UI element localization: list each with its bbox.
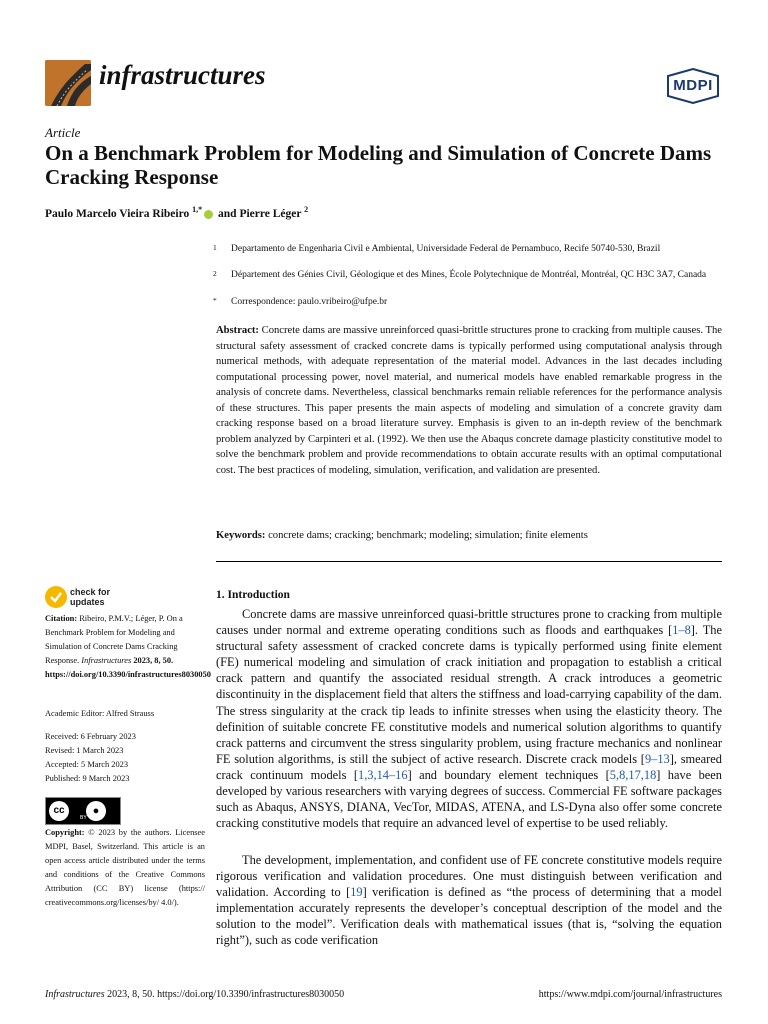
cc-by-license-icon[interactable]	[45, 797, 121, 825]
author-1-affil: 1,*	[192, 205, 203, 214]
citation-journal: Infrastructures	[81, 656, 132, 665]
author-list	[45, 205, 308, 220]
footer-journal: Infrastructures	[45, 989, 105, 1000]
copyright-label: Copyright:	[45, 828, 85, 837]
article-type: Article	[45, 125, 81, 140]
abstract-text: Concrete dams are massive unreinforced quasi-brittle structures prone to cracking from multiple causes. The structural safety assessment of cracked concrete dams is typically performed using computational analysis through numerical methods, with adequate representation of the material model. Advances in the last decades including computational processing power, novel material, and numerical models have enabled remarkable progress in the analysis of concrete dams. Nevertheless, classical benchmarks remain reliable references for the performance analysis of these structures. This paper presents the main aspects of modeling and simulation of a concrete gravity dam cracking response based on a broad literature survey. Emphasis is given to an in-depth review of the benchmark problem analyzed by Carpinteri et al. (1992). We then use the Abaqus concrete damage plasticity constitutive model to solve the benchmark problem and provide recommendations to obtain accurate results with an optimal computational cost. The best practices of modeling, simulation, verification, and validation are presented.	[216, 325, 722, 476]
publisher-name: MDPI	[673, 77, 713, 94]
footer-journal-url[interactable]: https://www.mdpi.com/journal/infrastructures	[538, 989, 722, 1000]
check-for-updates-button[interactable]	[45, 586, 165, 610]
keywords	[216, 528, 722, 544]
check-updates-icon	[45, 586, 67, 608]
by-person-icon: ●	[86, 801, 106, 821]
affiliation-1: 1 Departamento de Engenharia Civil e Ambiental, Universidade Federal de Pernambuco, Recife 50740-530, Brazil	[213, 243, 661, 254]
citation-block	[45, 612, 211, 682]
citation-label: Citation:	[45, 614, 78, 623]
mdpi-logo	[666, 68, 720, 104]
journal-name: infrastructures	[99, 60, 266, 90]
keywords-label: Keywords:	[216, 530, 266, 541]
author-1[interactable]: Paulo Marcelo Vieira Ribeiro	[45, 207, 190, 220]
check-updates-line2: updates	[70, 597, 105, 607]
section-divider	[216, 561, 722, 562]
check-updates-line1: check for	[70, 587, 111, 597]
section-heading-introduction: 1. Introduction	[216, 589, 290, 601]
abstract-label: Abstract:	[216, 325, 259, 336]
revised-date: Revised: 1 March 2023	[45, 746, 124, 755]
author-connector: and	[218, 207, 237, 220]
affiliation-2: 2 Département des Génies Civil, Géologique et des Mines, École Polytechnique de Montréal, Montréal, QC H3C 3A7, Canada	[213, 269, 707, 280]
citation-link[interactable]: 9–13	[644, 751, 670, 766]
author-2-affil: 2	[304, 205, 309, 214]
footer-citation	[45, 989, 344, 1000]
citation-text: Ribeiro, P.M.V.; Léger, P. On a Benchmark Problem for Modeling and Simulation of Concrete Dams Cracking Response.	[45, 614, 183, 665]
author-2[interactable]: Pierre Léger	[239, 207, 302, 220]
dates-block	[45, 730, 205, 786]
keywords-text: concrete dams; cracking; benchmark; modeling; simulation; finite elements	[268, 530, 588, 541]
citation-tail[interactable]: 2023, 8, 50. https://doi.org/10.3390/infrastructures8030050	[45, 656, 211, 679]
intro-paragraph-2: The development, implementation, and confident use of FE concrete constitutive models require rigorous verification and validation procedures. One must distinguish between verification and validation. According to [19] verification is defined as “the process of determining that a model implementation accurately represents the developer’s conceptual description of the model and the solution to the model”. Verification deals with mathematical issues (that is, “solving the equation right”), such as code verification	[216, 853, 722, 948]
citation-link[interactable]: 19	[350, 885, 363, 900]
journal-logo	[45, 60, 91, 106]
citation-link[interactable]: 1–8	[672, 623, 691, 638]
citation-link[interactable]: 5,8,17,18	[609, 767, 657, 782]
copyright-text: © 2023 by the authors. Licensee MDPI, Basel, Switzerland. This article is an open access article distributed under the terms and conditions of the Creative Commons Attribution (CC BY) license (https:// creativecommons.org/licenses/by/ 4.0/).	[45, 828, 205, 907]
intro-paragraph-1: Concrete dams are massive unreinforced quasi-brittle structures prone to cracking from multiple causes under normal and extreme operating conditions such as floods and earthquakes [1–8]. The structural safety assessment of cracked concrete dams is typically performed using finite element (FE) numerical modeling and simulation of crack initiation and propagation to establish a critical crack pattern and quantify the associated residual strength. A crack introduces a geometric discontinuity in the displacement field that alters the stiffness and load-carrying capability of the dam. The stress singularity at the crack tip leads to infinite stresses when using the elasticity theory. The definition of suitable concrete FE constitutive models and numerical solution algorithms to quantify crack patterns and circumvent the stress singularity problem, using fracture mechanics and nonlinear FE solution algorithms, is still the subject of active research. Discrete crack models [9–13], smeared crack continuum models [1,3,14–16] and boundary element techniques [5,8,17,18] have been developed by various researchers with varying degrees of success. Commercial FE software packages such as Abaqus, ANSYS, DIANA, VecTor, MIDAS, ATENA, and LS-Dyna also offer some concrete cracking constitutive models that require an advanced level of expertise to be used reliably.	[216, 607, 723, 831]
paper-title: On a Benchmark Problem for Modeling and Simulation of Concrete Dams Cracking Response	[45, 141, 712, 189]
abstract	[216, 323, 722, 478]
correspondence: * Correspondence: paulo.vribeiro@ufpe.br	[213, 296, 388, 307]
citation-link[interactable]: 1,3,14–16	[358, 767, 408, 782]
by-label: BY	[80, 815, 87, 821]
published-date: Published: 9 March 2023	[45, 774, 130, 783]
footer-doi[interactable]: 2023, 8, 50. https://doi.org/10.3390/infrastructures8030050	[107, 989, 345, 1000]
copyright-block	[45, 826, 205, 910]
academic-editor: Academic Editor: Alfred Strauss	[45, 709, 155, 718]
received-date: Received: 6 February 2023	[45, 732, 136, 741]
orcid-icon[interactable]	[204, 210, 213, 219]
accepted-date: Accepted: 5 March 2023	[45, 760, 129, 769]
cc-icon: cc	[49, 801, 69, 821]
